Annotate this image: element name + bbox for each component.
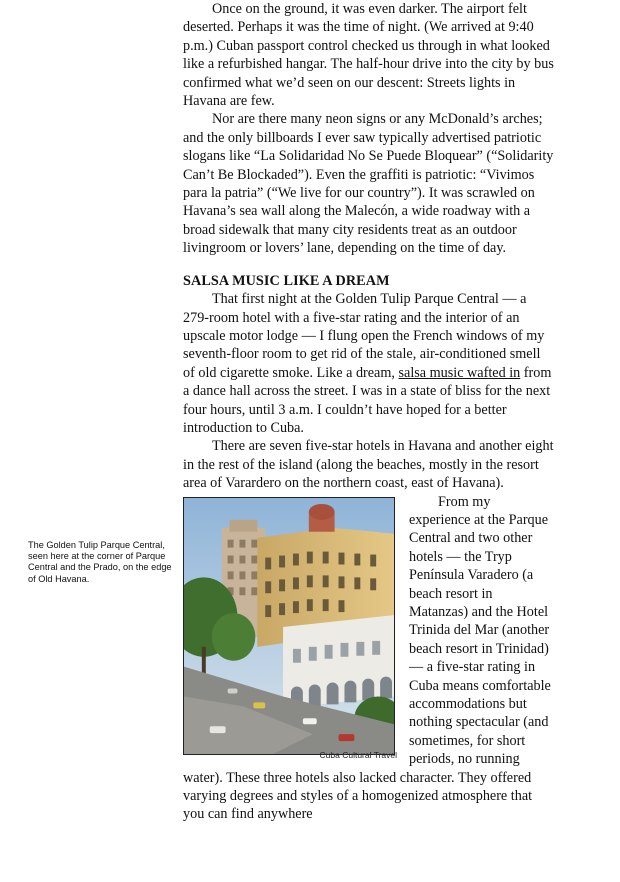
hotel-photo [183, 497, 395, 755]
paragraph-4: There are seven five-star hotels in Havana and another eight in the rest of the island (along the beaches, mostly in the resort area of Varardero on the northern coast, east of Havana). [183, 438, 554, 492]
photo-credit: Cuba Cultural Travel [319, 750, 397, 761]
paragraph-3-before: That first night at the Golden Tulip Parque Central — a 279-room hotel with a five-star rating and the interior of an upscale motor lodge — I flung open the French windows of my seventh-floor room to get rid of the stale, air-conditioned smell of old cigarette smoke. Like a dream, [183, 291, 545, 381]
paragraph-3-after: from a dance hall across the street. I was in a state of bliss for the next four hours, until 3 a.m. I couldn’t have hoped for a better introduction to Cuba. [183, 364, 552, 436]
paragraph-1: Once on the ground, it was even darker. The airport felt deserted. Perhaps it was the time of night. (We arrived at 9:40 p.m.) Cuban passport control checked us through in what looked like a refurbished hangar. The half-hour drive into the city by bus confirmed what we’d seen on our descent: Streets lights in Havana are few. [183, 1, 554, 110]
paragraph-2: Nor are there many neon signs or any McDonald’s arches; and the only billboards I ever saw typically advertised patriotic slogans like “La Solidaridad No Se Puede Bloquear” (“Solidarity Can’t Be Blockaded”). Even the graffiti is patriotic: “Vivimos para la patria” (“We live for our country”). It was scrawled on Havana’s sea wall along the Malecón, a wide roadway with a broad sidewalk that many city residents treat as an outdoor livingroom or lovers’ lane, depending on the time of day. [183, 111, 554, 257]
salsa-music-link[interactable]: salsa music wafted in [398, 364, 521, 381]
section-heading: SALSA MUSIC LIKE A DREAM [183, 272, 390, 289]
photo-figure [183, 497, 397, 765]
hotel-photo-image [184, 498, 394, 754]
article-column [183, 0, 555, 824]
photo-caption: The Golden Tulip Parque Central, seen here at the corner of Parque Central and the Prado, on the edge of Old Havana. [28, 540, 172, 584]
paragraph-5: From my experience at the Parque Central and two other hotels — the Tryp Península Varadero (a beach resort in Matanzas) and the Hotel Trinida del Mar (another beach resort in Trinidad) — a five-star rating in Cuba means comfortable accommodations but nothing spectacular (and sometimes, for short periods, no running water). These three hotels also lacked character. They offered varying degrees and styles of a homogenized atmosphere that you can find anywhere [183, 493, 551, 823]
paragraph-3 [183, 290, 555, 437]
